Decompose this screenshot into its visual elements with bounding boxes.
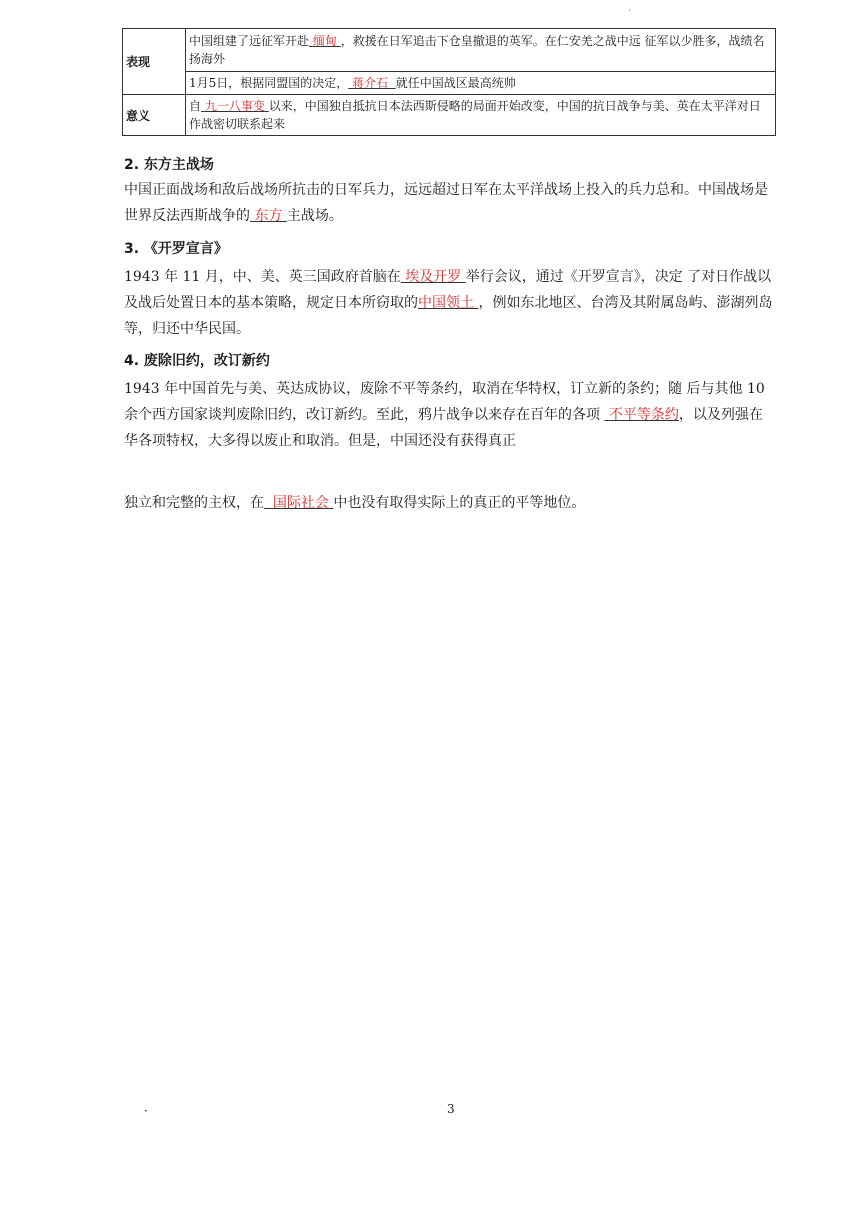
answer-blank: 东方	[254, 208, 283, 224]
section-heading: 3. 《开罗宣言》	[124, 241, 228, 257]
section-paragraph: 1943 年 11 月，中、美、英三国政府首脑在 埃及开罗 举行会议，通过《开罗宣言》，决定 了对日作战以及战后处置日本的基本策略，规定日本所窃取的中国领土 ，例如东北地区、台湾及其附属岛屿、澎湖列岛等，归还中华民国。	[124, 269, 773, 337]
section-paragraph: 独立和完整的主权，在 国际社会 中也没有取得实际上的真正的平等地位。	[124, 495, 586, 511]
answer-blank: 蒋介石	[352, 76, 389, 90]
section-heading: 4. 废除旧约，改订新约	[124, 353, 270, 369]
answer-blank: 国际社会	[272, 495, 329, 511]
table-cell	[186, 29, 776, 72]
section-paragraph: 1943 年中国首先与美、英达成协议，废除不平等条约，取消在华特权，订立新的条约；随 后与其他 10 余个西方国家谈判废除旧约，改订新约。至此，鸦片战争以来存在百年的各项 不平等条约，以及列强在华各项特权，大多得以废止和取消。但是，中国还没有获得真正	[124, 381, 765, 449]
table-row	[123, 29, 776, 72]
answer-blank: 缅甸	[312, 34, 337, 48]
section-heading: 2. 东方主战场	[124, 157, 214, 173]
table-row	[123, 95, 776, 136]
row-header-yiyi: 意义	[123, 95, 186, 136]
footer-mark: ·	[144, 1104, 148, 1118]
answer-blank: 中国领土	[418, 295, 474, 311]
cell-text: 1月5日，根据同盟国的决定，	[189, 76, 349, 90]
cell-text: 中国组建了远征军开赴	[189, 34, 310, 48]
cell-text: ，救援在日军追击下仓皇撤退的英军。在仁安羌之战中远 征军以少胜多，战绩名扬海外	[189, 34, 765, 66]
cell-text: 自	[189, 99, 202, 113]
top-mark: ·	[628, 6, 631, 16]
table-cell	[186, 72, 776, 95]
page-number: 3	[447, 1102, 455, 1116]
info-table	[122, 28, 776, 136]
cell-text: 以来，中国独自抵抗日本法西斯侵略的局面开始改变，中国的抗日战争与美、英在太平洋对日作战密切联系起来	[189, 99, 761, 131]
row-header-biaoxian: 表现	[123, 29, 186, 95]
table-row	[123, 72, 776, 95]
answer-blank: 埃及开罗	[405, 269, 462, 285]
cell-text: 就任中国战区最高统帅	[395, 76, 516, 90]
answer-blank: 不平等条约	[608, 407, 679, 423]
section-paragraph: 中国正面战场和敌后战场所抗击的日军兵力，远远超过日军在太平洋战场上投入的兵力总和。中国战场是世界反法西斯战争的 东方 主战场。	[124, 182, 768, 224]
table-cell	[186, 95, 776, 136]
answer-blank: 九一八事变	[204, 99, 265, 113]
